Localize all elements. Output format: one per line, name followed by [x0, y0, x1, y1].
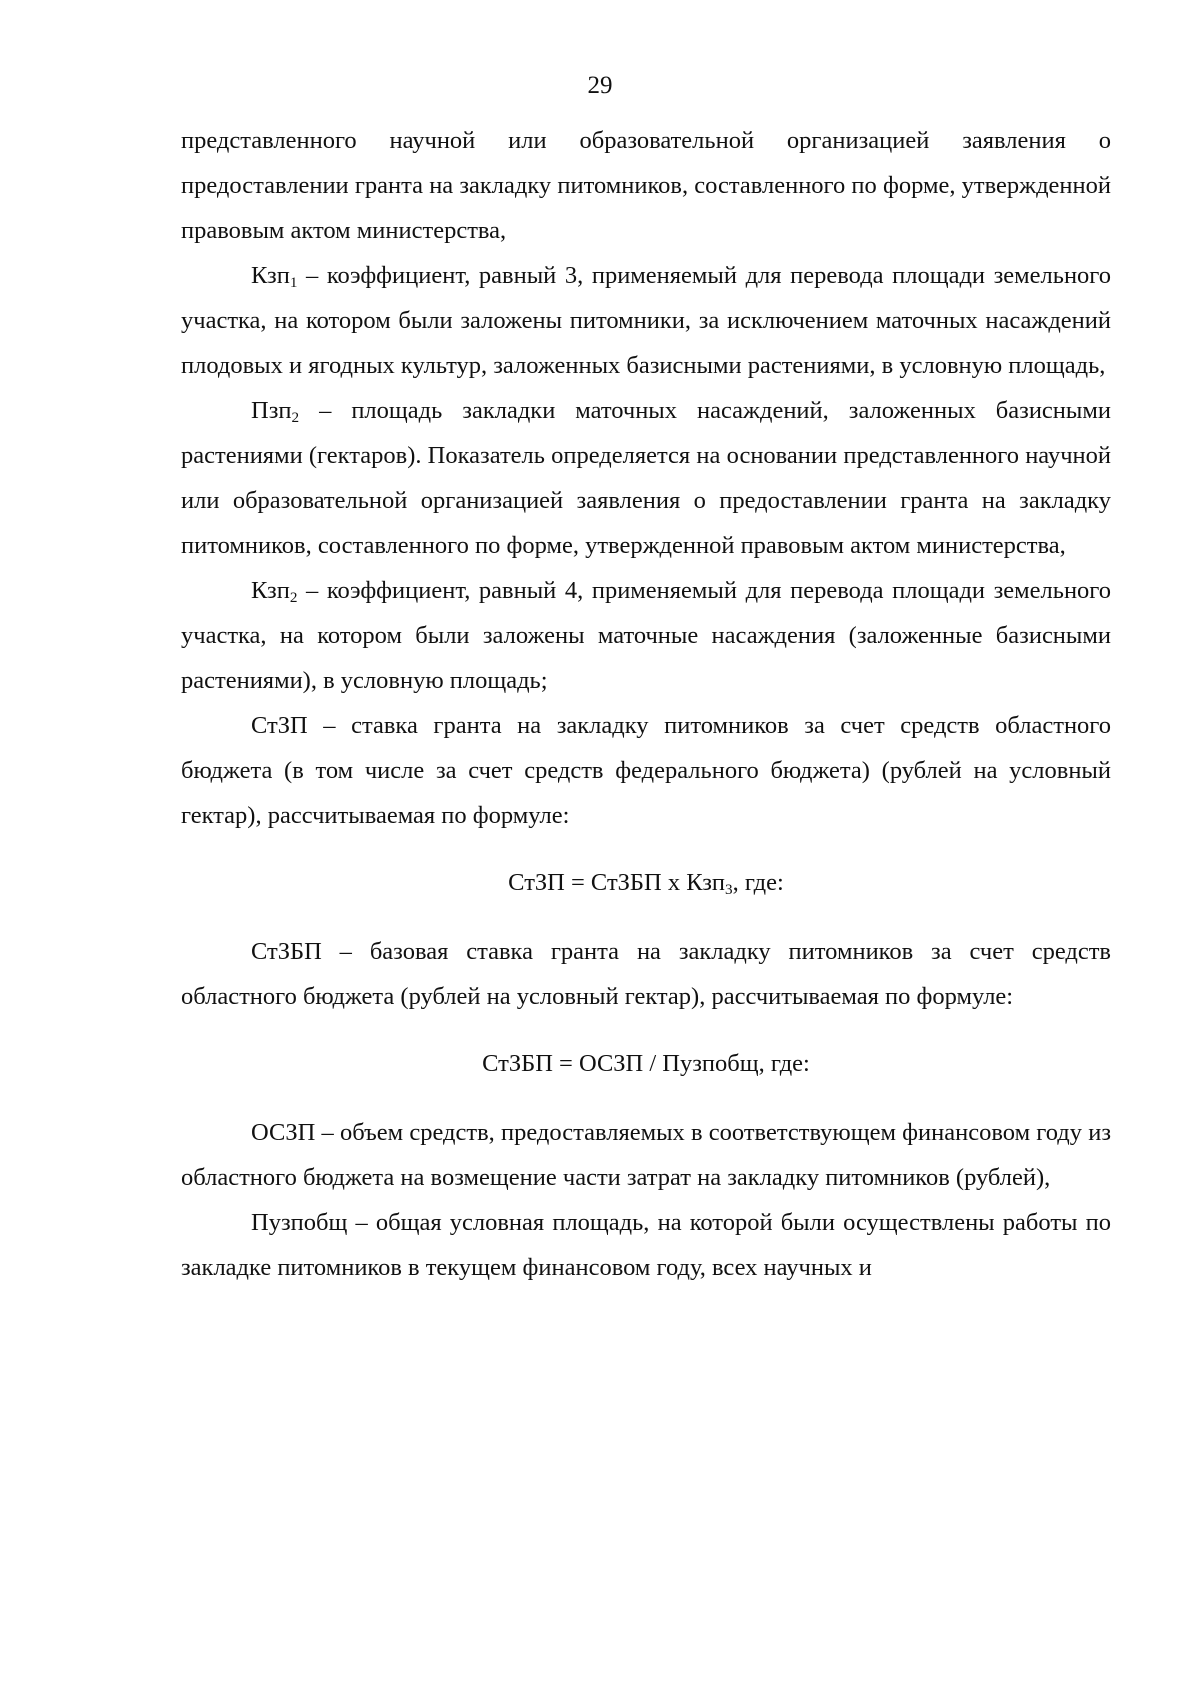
- definition-text: – коэффициент, равный 3, применяемый для перевода площади земельного участка, на котором были заложены питомники, за исключением маточных насаждений плодовых и ягодных культур, заложенных базисными растениями, в условную площадь,: [181, 262, 1111, 379]
- paragraph-kzp1: [181, 253, 1111, 388]
- symbol-subscript: 2: [291, 408, 300, 426]
- paragraph-pzp2: [181, 388, 1111, 568]
- paragraph-stzp: СтЗП – ставка гранта на закладку питомников за счет средств областного бюджета (в том числе за счет средств федерального бюджета) (рублей на условный гектар), рассчитываемая по формуле:: [181, 712, 1111, 829]
- formula-text: СтЗП = СтЗБП х Кзп: [508, 869, 725, 896]
- definition-text: – площадь закладки маточных насаждений, заложенных базисными растениями (гектаров). Показатель определяется на основании представленного научной или образовательной организацией заявления о предоставлении гранта на закладку питомников, составленного по форме, утвержденной правовым актом министерства,: [181, 397, 1111, 559]
- document-body: [181, 118, 1111, 1290]
- paragraph-stzbp: СтЗБП – базовая ставка гранта на закладку питомников за счет средств областного бюджета (рублей на условный гектар), рассчитываемая по формуле:: [181, 938, 1111, 1010]
- paragraph-puzpobsch: Пузпобщ – общая условная площадь, на которой были осуществлены работы по закладке питомников в текущем финансовом году, всех научных и: [181, 1209, 1111, 1281]
- formula-stzp: [181, 838, 1111, 929]
- page-number: 29: [587, 72, 613, 99]
- paragraph-oszp: ОСЗП – объем средств, предоставляемых в соответствующем финансовом году из областного бюджета на возмещение части затрат на закладку питомников (рублей),: [181, 1119, 1111, 1191]
- symbol-kzp: Кзп: [251, 262, 290, 289]
- symbol-subscript: 1: [289, 273, 298, 291]
- paragraph-kzp2: [181, 568, 1111, 703]
- paragraph-1: представленного научной или образовательной организацией заявления о предоставлении гранта на закладку питомников, составленного по форме, утвержденной правовым актом министерства,: [181, 127, 1111, 244]
- formula-stzbp: СтЗБП = ОСЗП / Пузпобщ, где:: [482, 1050, 810, 1077]
- formula-subscript: 3: [725, 880, 733, 898]
- formula-tail: , где:: [732, 869, 784, 896]
- symbol-pzp: Пзп: [251, 397, 292, 424]
- symbol-kzp: Кзп: [251, 577, 290, 604]
- symbol-subscript: 2: [289, 588, 298, 606]
- definition-text: – коэффициент, равный 4, применяемый для перевода площади земельного участка, на котором были заложены маточные насаждения (заложенные базисными растениями), в условную площадь;: [181, 577, 1111, 694]
